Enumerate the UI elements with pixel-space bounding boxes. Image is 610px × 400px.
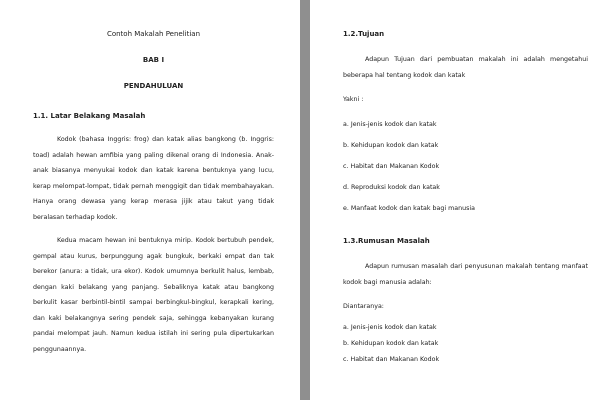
document-page-right	[310, 0, 610, 400]
list-item: c. Habitat dan Makanan Kodok	[343, 162, 440, 170]
chapter-number: BAB I	[142, 56, 165, 64]
document-page-left	[0, 0, 300, 400]
tujuan-list	[343, 114, 588, 219]
paragraph-1: Kodok (bahasa Inggris: frog) dan katak alias bangkong (b. Inggris: toad) adalah hewan amfibia yang paling dikenal orang di Indonesia. Anak-anak biasanya menyukai kodok dan katak karena bentuknya yang lucu, kerap melompat-lompat, tidak pernah menggigit dan tidak membahayakan. Hanya orang dewasa yang kerap merasa jijik atau takut yang tidak beralasan terhadap kodok.	[33, 136, 274, 221]
section-heading-rumusan: 1.3.Rumusan Masalah	[343, 236, 430, 245]
rumusan-paragraph: Adapun rumusan masalah dari penyusunan makalah tentang manfaat kodok bagi manusia adalah:	[343, 262, 588, 286]
list-item: a. Jenis-jenis kodok dan katak	[343, 120, 437, 128]
document-title: Contoh Makalah Penelitian	[106, 30, 201, 38]
section-heading-tujuan: 1.2.Tujuan	[343, 30, 385, 38]
list-item: b. Kehidupan kodok dan katak	[343, 141, 439, 149]
list-item: d. Reproduksi kodok dan katak	[343, 183, 440, 191]
chapter-title: PENDAHULUAN	[123, 82, 184, 90]
list-item: c. Habitat dan Makanan Kodok	[343, 356, 440, 363]
section-heading-latar-belakang: 1.1. Latar Belakang Masalah	[33, 112, 146, 120]
tujuan-paragraph: Adapun Tujuan dari pembuatan makalah ini adalah mengetahui beberapa hal tentang kodok dan katak	[343, 56, 588, 79]
list-item: a. Jenis-jenis kodok dan katak	[343, 324, 437, 331]
yakni-label: Yakni :	[343, 96, 364, 103]
list-item: b. Kehidupan kodok dan katak	[343, 340, 439, 347]
paragraph-2: Kedua macam hewan ini bentuknya mirip. Kodok bertubuh pendek, gempal atau kurus, berpunggung agak bungkuk, berkaki empat dan tak berekor (anura: a tidak, ura ekor). Kodok umumnya berkulit halus, lembab, dengan kaki belakang yang panjang. Sebaliknya katak atau bangkong berkulit kasar berbintil-bintil sampai berbingkul-bingkul, kerapkali kering, dan kaki belakangnya sering pendek saja, sehingga kebanyakan kurang pandai melompat jauh. Namun kedua istilah ini sering pula dipertukarkan penggunaannya.	[33, 237, 274, 353]
diantaranya-label: Diantaranya:	[343, 302, 384, 310]
list-item: e. Manfaat kodok dan katak bagi manusia	[343, 204, 476, 212]
rumusan-list	[343, 320, 588, 368]
